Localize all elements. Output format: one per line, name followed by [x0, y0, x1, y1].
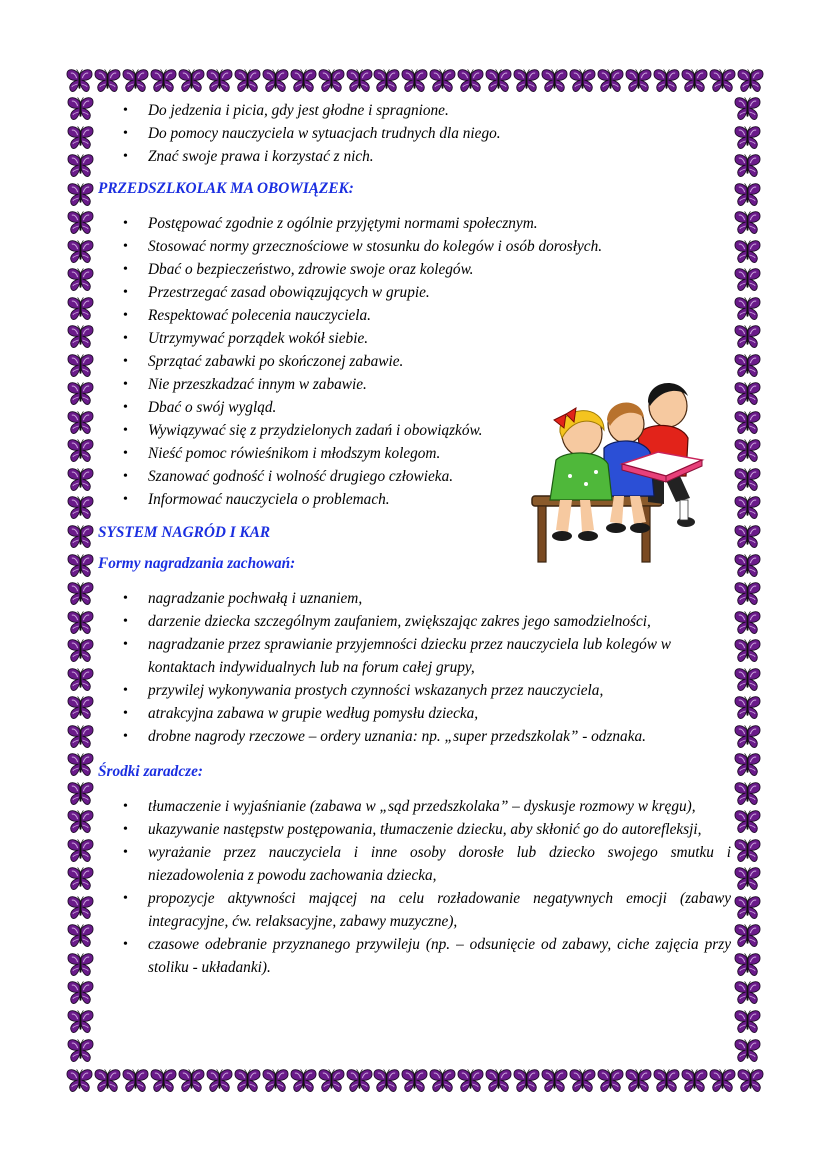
butterfly-icon: [67, 752, 94, 778]
butterfly-icon: [513, 1068, 540, 1094]
butterfly-icon: [734, 610, 761, 636]
list-item: • nagradzanie przez sprawianie przyjemności dziecku przez nauczyciela lub kolegów w kontaktach indywidualnych lub na forum całej grupy,: [148, 633, 731, 679]
butterfly-icon: [734, 296, 761, 322]
list-item: • Dbać o bezpieczeństwo, zdrowie swoje oraz kolegów.: [148, 258, 731, 281]
butterfly-icon: [401, 68, 428, 94]
butterfly-icon: [67, 1009, 94, 1035]
butterfly-icon: [734, 980, 761, 1006]
butterfly-icon: [94, 1068, 121, 1094]
list-item: • czasowe odebranie przyznanego przywileju (np. – odsunięcie od zabawy, ciche zajęcia przy stoliku - układanki).: [148, 933, 731, 979]
list-item: • tłumaczenie i wyjaśnianie (zabawa w „sąd przedszkolaka” – dyskusje rozmowy w kręgu),: [148, 795, 731, 818]
butterfly-icon: [122, 1068, 149, 1094]
list-item: • Przestrzegać zasad obowiązujących w grupie.: [148, 281, 731, 304]
butterfly-icon: [67, 210, 94, 236]
list-item: • Nieść pomoc rówieśnikom i młodszym kolegom.: [148, 442, 731, 465]
butterfly-icon: [373, 68, 400, 94]
butterfly-icon: [67, 553, 94, 579]
list-item: • Do jedzenia i picia, gdy jest głodne i spragnione.: [148, 99, 731, 122]
butterfly-icon: [681, 1068, 708, 1094]
butterfly-icon: [457, 1068, 484, 1094]
remedies-list: [98, 795, 731, 979]
butterfly-icon: [67, 667, 94, 693]
butterfly-icon: [346, 68, 373, 94]
butterfly-icon: [67, 524, 94, 550]
butterfly-icon: [541, 68, 568, 94]
butterfly-icon: [318, 68, 345, 94]
butterfly-icon: [67, 724, 94, 750]
butterfly-icon: [67, 353, 94, 379]
butterfly-icon: [734, 524, 761, 550]
butterfly-icon: [67, 581, 94, 607]
butterfly-border-bottom: [66, 1068, 764, 1098]
butterfly-icon: [734, 1038, 761, 1064]
butterfly-icon: [734, 752, 761, 778]
butterfly-icon: [206, 1068, 233, 1094]
butterfly-icon: [67, 182, 94, 208]
butterfly-icon: [429, 68, 456, 94]
butterfly-icon: [569, 68, 596, 94]
butterfly-icon: [67, 153, 94, 179]
butterfly-icon: [653, 1068, 680, 1094]
butterfly-icon: [262, 1068, 289, 1094]
butterfly-icon: [67, 809, 94, 835]
butterfly-icon: [94, 68, 121, 94]
butterfly-icon: [734, 581, 761, 607]
list-item: • Sprzątać zabawki po skończonej zabawie.: [148, 350, 731, 373]
butterfly-border-left: [66, 96, 94, 1064]
butterfly-icon: [734, 324, 761, 350]
butterfly-icon: [734, 438, 761, 464]
list-item: • atrakcyjna zabawa w grupie według pomysłu dziecka,: [148, 702, 731, 725]
butterfly-icon: [67, 895, 94, 921]
butterfly-border-top: [66, 68, 764, 98]
butterfly-icon: [67, 923, 94, 949]
butterfly-icon: [625, 1068, 652, 1094]
butterfly-icon: [734, 410, 761, 436]
butterfly-icon: [346, 1068, 373, 1094]
butterfly-icon: [67, 381, 94, 407]
butterfly-icon: [67, 495, 94, 521]
butterfly-icon: [734, 467, 761, 493]
list-item: • Wywiązywać się z przydzielonych zadań i obowiązków.: [148, 419, 731, 442]
list-item: • Stosować normy grzecznościowe w stosunku do kolegów i osób dorosłych.: [148, 235, 731, 258]
butterfly-icon: [734, 952, 761, 978]
remedies-heading: Środki zaradcze:: [98, 763, 203, 780]
butterfly-icon: [67, 838, 94, 864]
butterfly-icon: [290, 1068, 317, 1094]
butterfly-icon: [734, 866, 761, 892]
butterfly-icon: [67, 638, 94, 664]
butterfly-icon: [541, 1068, 568, 1094]
list-item: • Dbać o swój wygląd.: [148, 396, 731, 419]
butterfly-icon: [67, 1038, 94, 1064]
butterfly-icon: [734, 153, 761, 179]
butterfly-border-right: [733, 96, 761, 1064]
butterfly-icon: [513, 68, 540, 94]
rewards-list: [98, 587, 731, 748]
butterfly-icon: [457, 68, 484, 94]
butterfly-icon: [178, 68, 205, 94]
duties-heading: PRZEDSZLKOLAK MA OBOWIĄZEK:: [98, 180, 354, 197]
list-item: • propozycje aktywności mającej na celu rozładowanie negatywnych emocji (zabawy integracyjne, ćw. relaksacyjne, zabawy muzyczne),: [148, 887, 731, 933]
rewards-heading: SYSTEM NAGRÓD I KAR: [98, 524, 271, 541]
butterfly-icon: [653, 68, 680, 94]
list-item: • Utrzymywać porządek wokół siebie.: [148, 327, 731, 350]
butterfly-icon: [734, 1009, 761, 1035]
butterfly-icon: [234, 68, 261, 94]
list-item: • Informować nauczyciela o problemach.: [148, 488, 731, 511]
children-reading-illustration: [530, 372, 710, 568]
butterfly-icon: [597, 1068, 624, 1094]
butterfly-icon: [67, 866, 94, 892]
butterfly-icon: [734, 667, 761, 693]
butterfly-icon: [734, 838, 761, 864]
list-item: • drobne nagrody rzeczowe – ordery uznania: np. „super przedszkolak” - odznaka.: [148, 725, 731, 748]
list-item: • Respektować polecenia nauczyciela.: [148, 304, 731, 327]
butterfly-icon: [734, 638, 761, 664]
list-item: • darzenie dziecka szczególnym zaufaniem, zwiększając zakres jego samodzielności,: [148, 610, 731, 633]
list-item: • przywilej wykonywania prostych czynności wskazanych przez nauczyciela,: [148, 679, 731, 702]
butterfly-icon: [262, 68, 289, 94]
butterfly-icon: [150, 1068, 177, 1094]
list-item: • Znać swoje prawa i korzystać z nich.: [148, 145, 731, 168]
butterfly-icon: [67, 296, 94, 322]
list-item: • Do pomocy nauczyciela w sytuacjach trudnych dla niego.: [148, 122, 731, 145]
butterfly-icon: [66, 1068, 93, 1094]
butterfly-icon: [67, 324, 94, 350]
butterfly-icon: [597, 68, 624, 94]
butterfly-icon: [709, 1068, 736, 1094]
butterfly-icon: [734, 381, 761, 407]
butterfly-icon: [206, 68, 233, 94]
butterfly-icon: [234, 1068, 261, 1094]
butterfly-icon: [67, 438, 94, 464]
butterfly-icon: [67, 980, 94, 1006]
butterfly-icon: [734, 96, 761, 122]
butterfly-icon: [737, 68, 764, 94]
butterfly-icon: [734, 695, 761, 721]
butterfly-icon: [67, 467, 94, 493]
list-item: • wyrażanie przez nauczyciela i inne osoby dorosłe lub dziecko swojego smutku i niezadowolenia z powodu zachowania dziecka,: [148, 841, 731, 887]
intro-list: [98, 99, 731, 168]
list-item: • Szanować godność i wolność drugiego człowieka.: [148, 465, 731, 488]
butterfly-icon: [67, 410, 94, 436]
butterfly-icon: [67, 695, 94, 721]
butterfly-icon: [485, 68, 512, 94]
list-item: • Postępować zgodnie z ogólnie przyjętymi normami społecznym.: [148, 212, 731, 235]
butterfly-icon: [485, 1068, 512, 1094]
butterfly-icon: [734, 125, 761, 151]
butterfly-icon: [178, 1068, 205, 1094]
butterfly-icon: [734, 923, 761, 949]
butterfly-icon: [737, 1068, 764, 1094]
butterfly-icon: [67, 781, 94, 807]
butterfly-icon: [734, 182, 761, 208]
butterfly-icon: [709, 68, 736, 94]
butterfly-icon: [734, 809, 761, 835]
butterfly-icon: [66, 68, 93, 94]
list-item: • Nie przeszkadzać innym w zabawie.: [148, 373, 731, 396]
butterfly-icon: [290, 68, 317, 94]
butterfly-icon: [67, 952, 94, 978]
butterfly-icon: [734, 210, 761, 236]
butterfly-icon: [734, 553, 761, 579]
list-item: • ukazywanie następstw postępowania, tłumaczenie dziecku, aby skłonić go do autorefleksji,: [148, 818, 731, 841]
butterfly-icon: [67, 96, 94, 122]
butterfly-icon: [67, 125, 94, 151]
butterfly-icon: [401, 1068, 428, 1094]
butterfly-icon: [122, 68, 149, 94]
rewards-subheading: Formy nagradzania zachowań:: [98, 555, 296, 572]
butterfly-icon: [734, 495, 761, 521]
list-item: • nagradzanie pochwałą i uznaniem,: [148, 587, 731, 610]
butterfly-icon: [734, 353, 761, 379]
butterfly-icon: [625, 68, 652, 94]
butterfly-icon: [734, 895, 761, 921]
butterfly-icon: [373, 1068, 400, 1094]
butterfly-icon: [150, 68, 177, 94]
butterfly-icon: [318, 1068, 345, 1094]
butterfly-icon: [734, 267, 761, 293]
butterfly-icon: [734, 239, 761, 265]
butterfly-icon: [67, 239, 94, 265]
butterfly-icon: [734, 781, 761, 807]
butterfly-icon: [67, 610, 94, 636]
butterfly-icon: [67, 267, 94, 293]
butterfly-icon: [681, 68, 708, 94]
butterfly-icon: [429, 1068, 456, 1094]
butterfly-icon: [569, 1068, 596, 1094]
butterfly-icon: [734, 724, 761, 750]
